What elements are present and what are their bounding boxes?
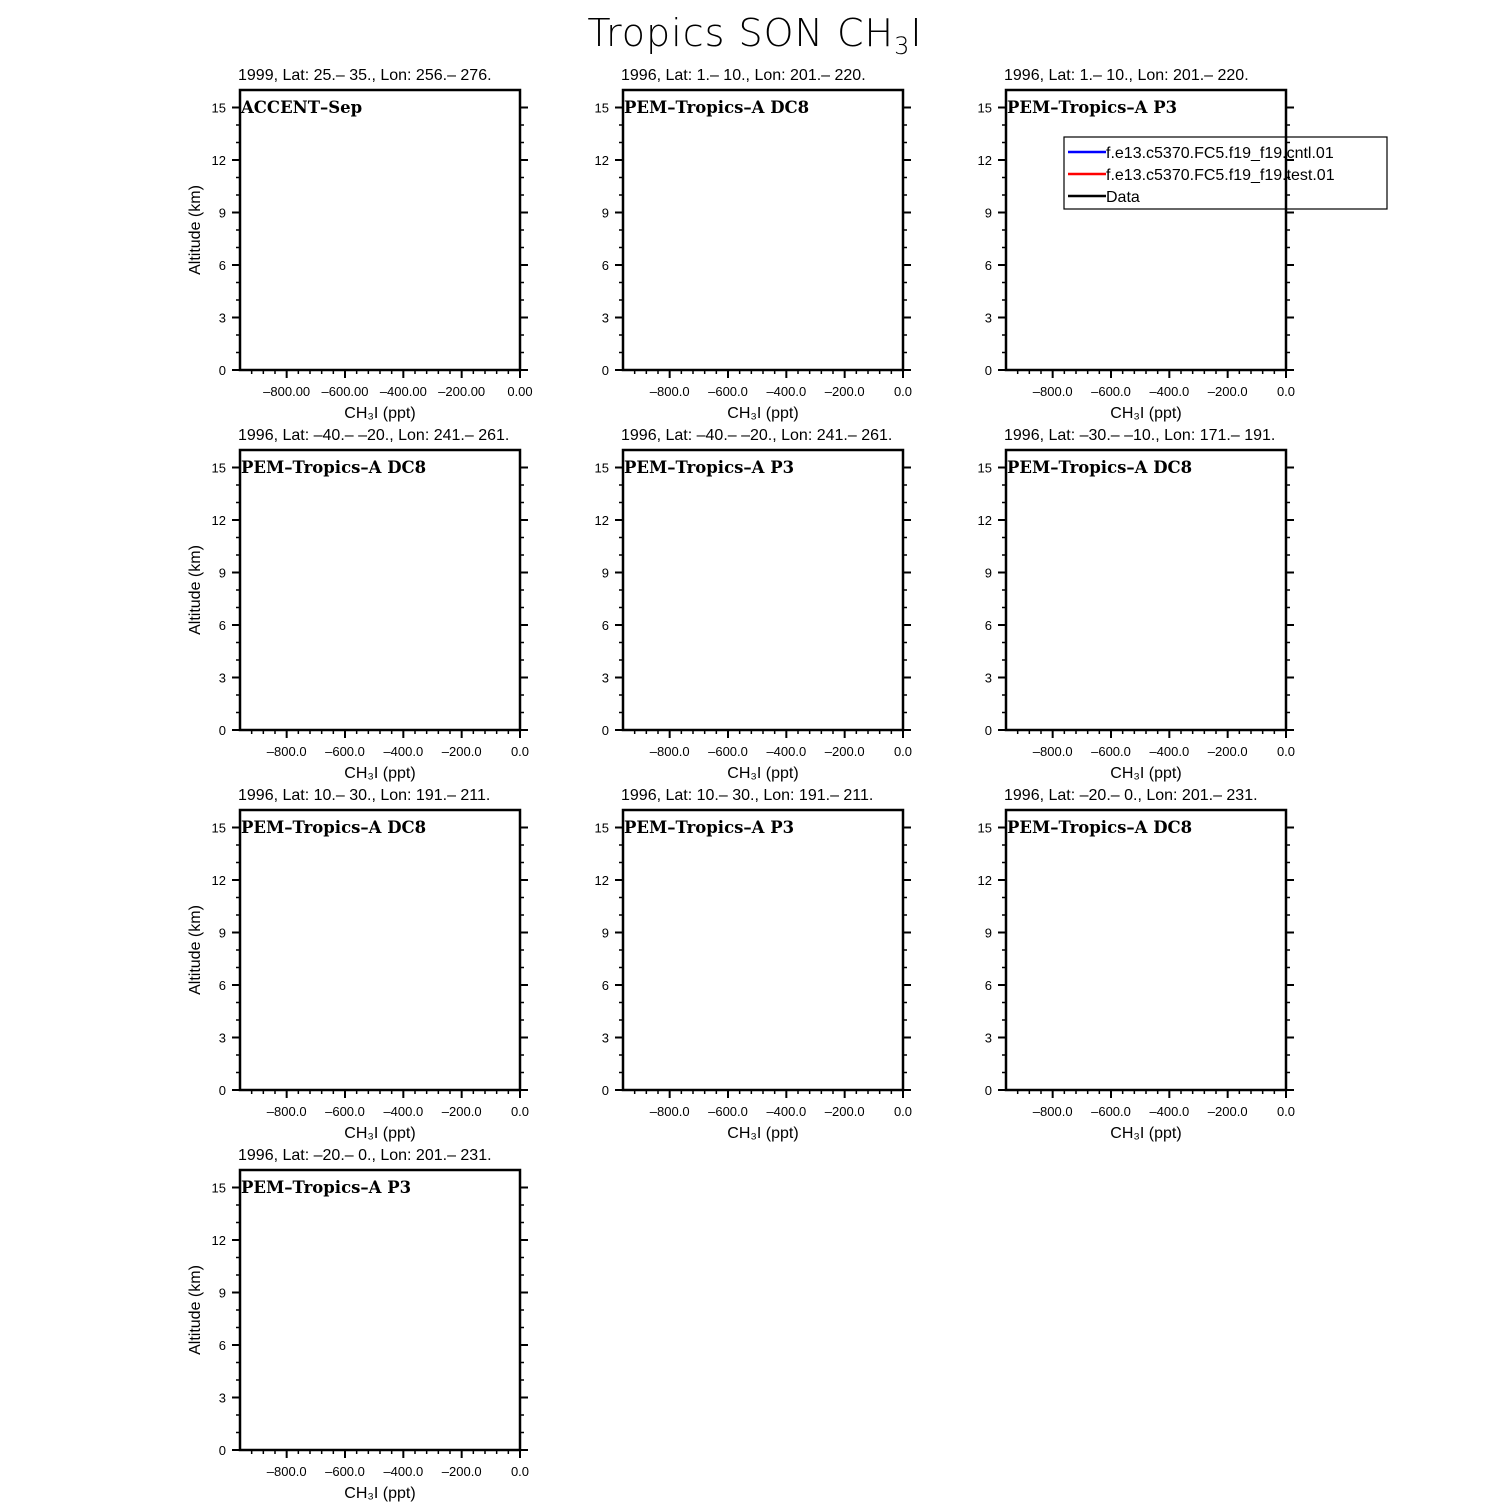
y-tick-label: 9 xyxy=(218,1285,226,1301)
x-tick-label: 0.0 xyxy=(510,744,530,759)
figure-title-subscript: 3 xyxy=(894,32,911,60)
y-tick-label: 0 xyxy=(984,723,992,738)
y-tick-label: 9 xyxy=(984,205,992,221)
y-tick-label: 15 xyxy=(211,820,226,836)
y-tick-label: 15 xyxy=(977,460,992,476)
figure-title xyxy=(587,11,922,60)
chart-panel xyxy=(595,787,913,1142)
plot-frame xyxy=(1006,450,1286,730)
x-tick-label: –200.00 xyxy=(438,384,486,399)
x-tick-label: –400.0 xyxy=(1149,1104,1190,1119)
y-axis-label: Altitude (km) xyxy=(187,905,204,995)
y-tick-label: 3 xyxy=(601,670,609,686)
x-tick-label: –600.0 xyxy=(325,1464,365,1479)
y-tick-label: 15 xyxy=(594,460,609,476)
x-tick-label: 0.0 xyxy=(1276,744,1296,759)
y-tick-label: 0 xyxy=(984,363,992,378)
campaign-label: PEM–Tropics–A DC8 xyxy=(241,818,427,837)
y-tick-label: 0 xyxy=(984,1083,992,1098)
chart-panel xyxy=(595,67,913,422)
x-tick-label: –600.0 xyxy=(325,1104,365,1119)
x-tick-label: –600.0 xyxy=(1091,744,1131,759)
x-axis-label: CH₃I (ppt) xyxy=(727,765,799,782)
y-tick-label: 6 xyxy=(984,618,992,633)
x-tick-label: –800.0 xyxy=(1032,384,1073,399)
panel-title: 1996, Lat: –20.– 0., Lon: 201.– 231. xyxy=(1004,787,1258,804)
y-tick-label: 0 xyxy=(218,1443,226,1458)
x-tick-label: –800.0 xyxy=(266,1464,307,1479)
y-tick-label: 3 xyxy=(984,1030,992,1046)
x-tick-label: –400.0 xyxy=(1149,384,1190,399)
y-tick-label: 12 xyxy=(211,873,226,888)
x-tick-label: –600.0 xyxy=(1091,384,1131,399)
figure-title-main: Tropics SON CH xyxy=(587,11,895,55)
y-tick-label: 6 xyxy=(218,258,226,273)
chart-panel xyxy=(187,427,529,782)
x-tick-label: –600.00 xyxy=(321,384,369,399)
panel-title: 1996, Lat: –40.– –20., Lon: 241.– 261. xyxy=(621,427,893,444)
campaign-label: ACCENT–Sep xyxy=(241,98,363,117)
plot-frame xyxy=(240,810,520,1090)
y-axis-label: Altitude (km) xyxy=(187,185,204,275)
x-tick-label: –400.0 xyxy=(1149,744,1190,759)
panel-title: 1996, Lat: 1.– 10., Lon: 201.– 220. xyxy=(1004,67,1249,84)
x-tick-label: 0.0 xyxy=(893,1104,913,1119)
x-tick-label: –200.0 xyxy=(441,1104,482,1119)
y-tick-label: 9 xyxy=(984,565,992,581)
x-axis-label: CH₃I (ppt) xyxy=(727,1125,799,1142)
y-tick-label: 12 xyxy=(977,513,992,528)
panel-title: 1996, Lat: –20.– 0., Lon: 201.– 231. xyxy=(238,1147,492,1164)
y-tick-label: 12 xyxy=(977,153,992,168)
y-tick-label: 9 xyxy=(984,925,992,941)
panel-title: 1996, Lat: 1.– 10., Lon: 201.– 220. xyxy=(621,67,866,84)
panel-title: 1996, Lat: –30.– –10., Lon: 171.– 191. xyxy=(1004,427,1276,444)
x-tick-label: 0.0 xyxy=(510,1464,530,1479)
x-tick-label: –800.0 xyxy=(1032,744,1073,759)
x-tick-label: 0.0 xyxy=(1276,384,1296,399)
x-tick-label: –800.0 xyxy=(649,1104,690,1119)
y-tick-label: 3 xyxy=(601,1030,609,1046)
y-tick-label: 9 xyxy=(218,205,226,221)
campaign-label: PEM–Tropics–A P3 xyxy=(624,458,795,477)
campaign-label: PEM–Tropics–A DC8 xyxy=(624,98,810,117)
plot-frame xyxy=(240,450,520,730)
plot-frame xyxy=(1006,810,1286,1090)
y-tick-label: 3 xyxy=(218,1390,226,1406)
plot-frame xyxy=(1006,90,1286,370)
legend-entry: f.e13.c5370.FC5.f19_f19.cntl.01 xyxy=(1106,145,1334,162)
y-tick-label: 0 xyxy=(218,1083,226,1098)
chart-panel xyxy=(595,427,913,782)
campaign-label: PEM–Tropics–A DC8 xyxy=(1007,818,1193,837)
y-tick-label: 6 xyxy=(984,258,992,273)
y-tick-label: 0 xyxy=(218,363,226,378)
x-tick-label: –200.0 xyxy=(1207,1104,1248,1119)
x-tick-label: –400.0 xyxy=(766,1104,807,1119)
y-tick-label: 12 xyxy=(211,513,226,528)
chart-panel xyxy=(187,787,529,1142)
chart-panel xyxy=(187,67,533,422)
x-tick-label: –200.0 xyxy=(824,744,865,759)
panels xyxy=(187,67,1387,1502)
x-tick-label: –400.0 xyxy=(383,744,424,759)
y-tick-label: 12 xyxy=(211,153,226,168)
x-tick-label: –200.0 xyxy=(824,1104,865,1119)
campaign-label: PEM–Tropics–A P3 xyxy=(624,818,795,837)
x-tick-label: –600.0 xyxy=(708,384,748,399)
y-tick-label: 12 xyxy=(594,873,609,888)
plot-frame xyxy=(623,810,903,1090)
chart-panel xyxy=(978,67,1387,422)
y-tick-label: 9 xyxy=(601,565,609,581)
y-tick-label: 9 xyxy=(218,565,226,581)
x-axis-label: CH₃I (ppt) xyxy=(1110,405,1182,422)
x-tick-label: –600.0 xyxy=(325,744,365,759)
y-tick-label: 6 xyxy=(601,258,609,273)
y-tick-label: 6 xyxy=(218,1338,226,1353)
legend-entry: f.e13.c5370.FC5.f19_f19.test.01 xyxy=(1106,167,1335,184)
x-tick-label: –200.0 xyxy=(441,744,482,759)
y-axis-label: Altitude (km) xyxy=(187,1265,204,1355)
y-tick-label: 6 xyxy=(601,618,609,633)
figure-title-tail: I xyxy=(910,11,923,55)
x-axis-label: CH₃I (ppt) xyxy=(344,1125,416,1142)
y-tick-label: 0 xyxy=(218,723,226,738)
panel-title: 1996, Lat: 10.– 30., Lon: 191.– 211. xyxy=(621,787,874,804)
x-axis-label: CH₃I (ppt) xyxy=(344,405,416,422)
x-tick-label: –800.0 xyxy=(266,1104,307,1119)
x-tick-label: –200.0 xyxy=(824,384,865,399)
y-tick-label: 15 xyxy=(977,820,992,836)
x-tick-label: –800.0 xyxy=(649,384,690,399)
x-tick-label: –400.0 xyxy=(383,1464,424,1479)
y-tick-label: 15 xyxy=(211,1180,226,1196)
x-tick-label: 0.0 xyxy=(893,384,913,399)
y-tick-label: 3 xyxy=(218,1030,226,1046)
y-tick-label: 9 xyxy=(601,205,609,221)
x-axis-label: CH₃I (ppt) xyxy=(1110,765,1182,782)
panel-title: 1999, Lat: 25.– 35., Lon: 256.– 276. xyxy=(238,67,492,84)
y-tick-label: 3 xyxy=(218,670,226,686)
panel-title: 1996, Lat: –40.– –20., Lon: 241.– 261. xyxy=(238,427,510,444)
x-tick-label: 0.0 xyxy=(893,744,913,759)
y-tick-label: 6 xyxy=(984,978,992,993)
y-tick-label: 12 xyxy=(977,873,992,888)
y-tick-label: 0 xyxy=(601,363,609,378)
x-tick-label: –800.0 xyxy=(1032,1104,1073,1119)
campaign-label: PEM–Tropics–A P3 xyxy=(241,1178,412,1197)
x-tick-label: –200.0 xyxy=(1207,384,1248,399)
plot-frame xyxy=(623,450,903,730)
plot-frame xyxy=(623,90,903,370)
x-tick-label: 0.0 xyxy=(1276,1104,1296,1119)
x-tick-label: –400.00 xyxy=(379,384,427,399)
y-tick-label: 15 xyxy=(211,100,226,116)
y-tick-label: 3 xyxy=(601,310,609,326)
y-tick-label: 3 xyxy=(984,310,992,326)
campaign-label: PEM–Tropics–A DC8 xyxy=(1007,458,1193,477)
y-tick-label: 3 xyxy=(218,310,226,326)
x-tick-label: –400.0 xyxy=(766,384,807,399)
x-tick-label: –400.0 xyxy=(383,1104,424,1119)
chart-panel xyxy=(978,787,1296,1142)
chart-panel xyxy=(187,1147,529,1502)
y-tick-label: 9 xyxy=(218,925,226,941)
x-axis-label: CH₃I (ppt) xyxy=(344,765,416,782)
x-tick-label: –800.0 xyxy=(649,744,690,759)
plot-frame xyxy=(240,90,520,370)
x-tick-label: –600.0 xyxy=(1091,1104,1131,1119)
y-tick-label: 12 xyxy=(211,1233,226,1248)
x-tick-label: –600.0 xyxy=(708,744,748,759)
x-tick-label: –600.0 xyxy=(708,1104,748,1119)
y-tick-label: 6 xyxy=(601,978,609,993)
y-tick-label: 3 xyxy=(984,670,992,686)
y-tick-label: 12 xyxy=(594,153,609,168)
y-tick-label: 15 xyxy=(977,100,992,116)
x-tick-label: 0.00 xyxy=(507,384,533,399)
x-axis-label: CH₃I (ppt) xyxy=(344,1485,416,1502)
y-tick-label: 15 xyxy=(594,820,609,836)
x-tick-label: –400.0 xyxy=(766,744,807,759)
x-tick-label: –800.0 xyxy=(266,744,307,759)
x-tick-label: –200.0 xyxy=(441,1464,482,1479)
legend-entry: Data xyxy=(1106,189,1140,206)
y-tick-label: 6 xyxy=(218,618,226,633)
y-tick-label: 0 xyxy=(601,723,609,738)
y-tick-label: 15 xyxy=(211,460,226,476)
y-tick-label: 6 xyxy=(218,978,226,993)
y-tick-label: 9 xyxy=(601,925,609,941)
y-tick-label: 12 xyxy=(594,513,609,528)
y-tick-label: 0 xyxy=(601,1083,609,1098)
campaign-label: PEM–Tropics–A DC8 xyxy=(241,458,427,477)
x-axis-label: CH₃I (ppt) xyxy=(1110,1125,1182,1142)
y-tick-label: 15 xyxy=(594,100,609,116)
panel-title: 1996, Lat: 10.– 30., Lon: 191.– 211. xyxy=(238,787,491,804)
campaign-label: PEM–Tropics–A P3 xyxy=(1007,98,1178,117)
x-tick-label: –200.0 xyxy=(1207,744,1248,759)
plot-frame xyxy=(240,1170,520,1450)
x-tick-label: 0.0 xyxy=(510,1104,530,1119)
y-axis-label: Altitude (km) xyxy=(187,545,204,635)
chart-panel xyxy=(978,427,1296,782)
x-tick-label: –800.00 xyxy=(263,384,311,399)
x-axis-label: CH₃I (ppt) xyxy=(727,405,799,422)
